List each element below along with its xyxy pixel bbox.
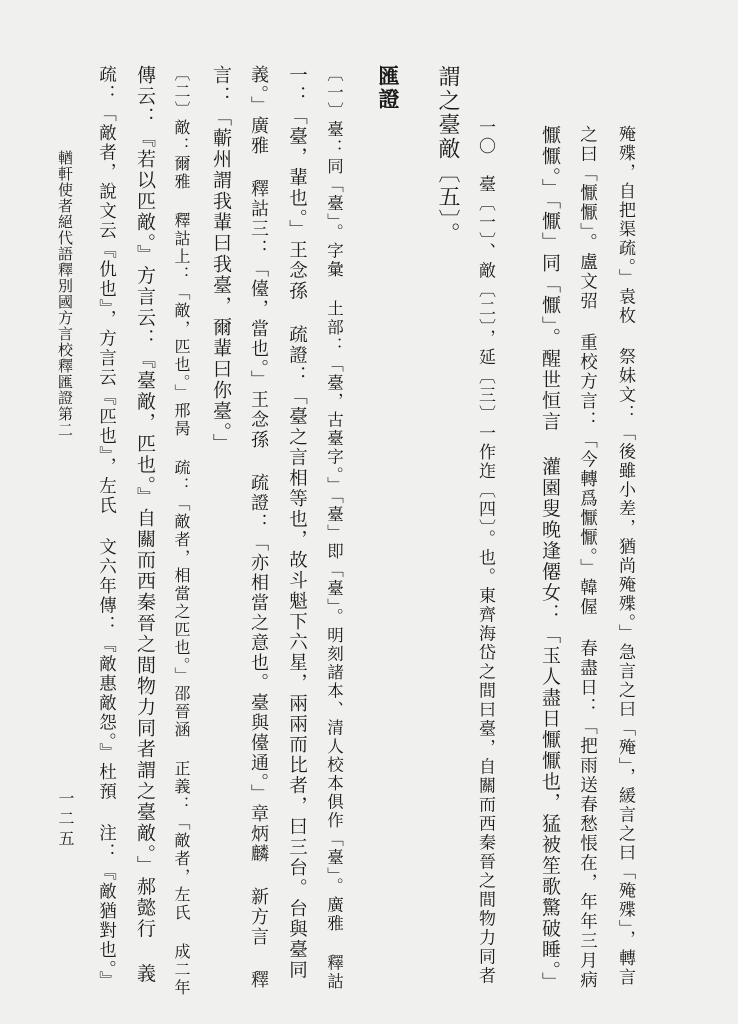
note-1-line-2: 一：「臺，輩也。」王念孫 疏證：「臺之言相等也，故斗魁下六星，兩兩而比者，曰三台。台與臺同 — [286, 65, 308, 981]
note-1-line-1: 〔一〕臺：同「臺」。字彙 土部：「臺，古臺字。」「臺」即「臺」。明刻諸本、清人校本俱作「臺」。廣雅 釋詁 — [324, 65, 344, 991]
note-2-line-3: 疏：「敵者，說文云『仇也』，方言云『匹也』，左氏 文六年傳：『敵惠敵怨。』杜預 注：『敵猶對也。』 — [96, 65, 117, 991]
text-column-3: 懨懨。」「懨」同「懨」。醒世恒言 灌園叟晚逢僊女：「玉人盡日懨懨也，猛被笙歌驚破睡。」 — [539, 125, 561, 993]
note-1-line-3: 義。」廣雅 釋詁三：「儓，當也。」王念孫 疏證：「亦相當之意也。臺與儓通。」章炳麟 新方言 釋 — [248, 65, 269, 990]
running-footer-title: 輶軒使者絕代語釋別國方言校釋匯證第二 — [56, 150, 74, 438]
note-2-line-1: 〔二〕敵：爾雅 釋詁上：「敵，匹也。」邢昺 疏：「敵者，相當之匹也。」邵晉涵 正義：「敵者，左氏 成二年 — [172, 65, 191, 997]
section-heading-huizheng: 匯證 — [376, 65, 401, 111]
note-1-line-4: 言：「蘄州謂我輩曰我臺，爾輩曰你臺。」 — [210, 65, 232, 455]
note-2-line-2: 傳云：『若以匹敵。』方言云：『臺敵，匹也。』自關而西秦晉之間物力同者謂之臺敵。」郝懿行 義 — [134, 65, 156, 985]
text-column-2: 之曰「懨懨」。盧文弨 重校方言：「今轉爲懨懨。」韓偓 春盡日：「把雨送春愁悵在，年年三月病 — [577, 125, 598, 990]
page-number: 一二五 — [56, 790, 75, 850]
entry-continuation-line: 謂之臺敵〔五〕。 — [435, 65, 460, 246]
text-column-1: 殗殜，自把渠疏。」袁枚 祭妹文：「後雖小差，猶尚殗殜。」急言之曰「殗」，緩言之曰「殗殜」，轉言 — [615, 125, 635, 987]
entry-headword-line: 一〇 臺〔一〕、敵〔二〕，延〔三〕一作迮〔四〕。也。東齊海岱之間曰臺，自關而西秦晉之間物力同者 — [475, 118, 495, 986]
